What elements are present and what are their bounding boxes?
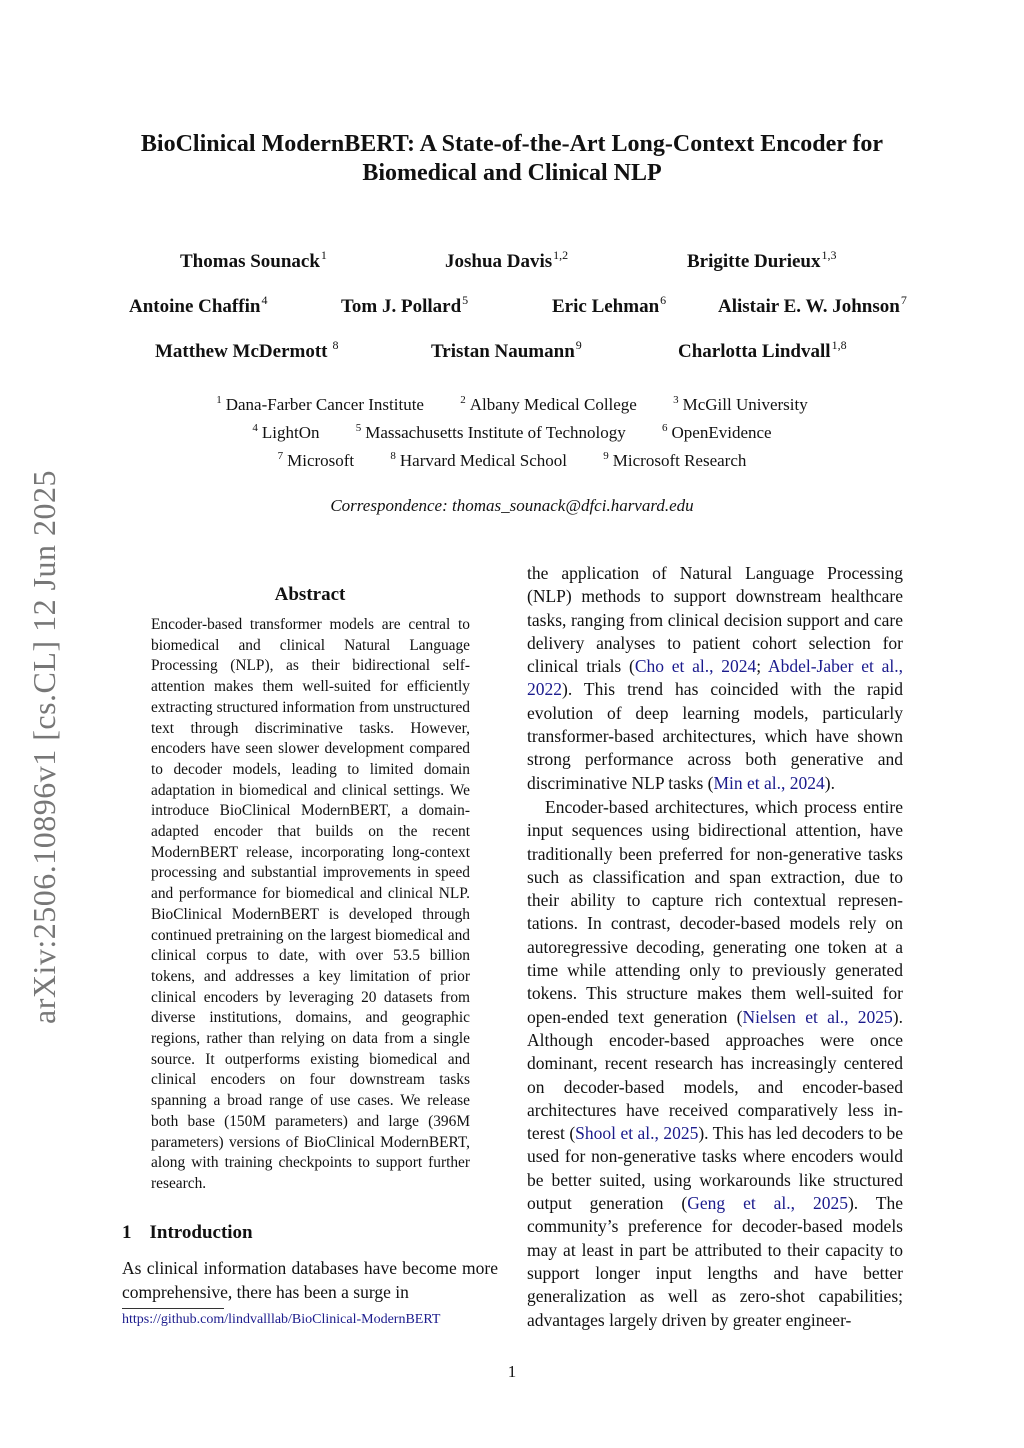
affiliation: $^8$ Harvard Medical School (390, 450, 568, 470)
author: Brigitte Durieux$^{1,3}$ (687, 248, 837, 272)
citation-link[interactable]: Geng et al., 2025 (687, 1193, 848, 1214)
citation-link[interactable]: Nielsen et al., 2025 (742, 1006, 893, 1027)
page-number: 1 (507, 1362, 517, 1381)
footnote-rule (122, 1308, 224, 1309)
author: Antoine Chaffin$^4$ (129, 293, 268, 317)
author: Tom J. Pollard$^5$ (341, 293, 469, 317)
author: Charlotta Lindvall$^{1,8}$ (678, 338, 847, 362)
affiliation-row-2 (0, 422, 1024, 443)
abstract-section (122, 584, 498, 1195)
affiliation: $^2$ Albany Medical College (460, 394, 637, 414)
title-line-1: BioClinical ModernBERT: A State-of-the-Art Long-Context Encoder for (140, 131, 884, 157)
affiliation: $^5$ Massachusetts Institute of Technology (355, 422, 626, 442)
affiliation: $^7$ Microsoft (277, 450, 355, 470)
correspondence-email[interactable]: Correspondence: thomas_sounack@dfci.harvard.edu (330, 496, 694, 515)
citation-link[interactable]: Min et al., 2024 (713, 772, 825, 793)
title-line-2: Biomedical and Clinical NLP (362, 160, 662, 186)
author: Thomas Sounack$^1$ (180, 248, 327, 272)
paper-title (100, 130, 924, 188)
affiliation: $^9$ Microsoft Research (603, 450, 747, 470)
paragraph: the application of Natural Language Processing (NLP) methods to support downstream healthcare tasks, ranging from clinical decision support and care delivery analyses to patient cohort selection for clinical trials (Cho et al., 2024; Abdel-Jaber et al., 2022). This trend has coincided with the rapid evolution of deep learning models, particularly transformer-based architectures, which have shown strong performance across both generative and discriminative NLP tasks (Min et al., 2024). (527, 563, 903, 793)
introduction-text-right (527, 562, 903, 1332)
citation-link[interactable]: Shool et al., 2025 (575, 1123, 699, 1144)
author: Matthew McDermott $^8$ (155, 338, 339, 362)
citation-link[interactable]: Cho et al., 2024 (634, 656, 757, 677)
author: Eric Lehman$^6$ (552, 293, 667, 317)
arxiv-stamp: arXiv:2506.10896v1 [cs.CL] 12 Jun 2025 (26, 469, 62, 1024)
affiliation: $^1$ Dana-Farber Cancer Institute (216, 394, 424, 414)
affiliation: $^6$ OpenEvidence (662, 422, 772, 442)
abstract-text: Encoder-based transformer models are central to biomedical and clinical Natural Language Processing (NLP), as their bidirectional self-attention makes them well-suited for efficiently extracting structured information from unstructured text through discriminative tasks. However, encoders have seen slower development compared to decoder models, leading to limited domain adaptation in biomedical and clinical settings. We introduce BioClinical ModernBERT, a domain-adapted encoder that builds on the recent ModernBERT release, incorporating long-context processing and substantial improvements in speed and performance for biomedical and clinical NLP. BioClinical ModernBERT is developed through continued pretraining on the largest biomedical and clinical corpus to date, with over 53.5 billion tokens, and addresses a key limitation of prior clinical encoders by leveraging 20 datasets from diverse institutions, domains, and geographic regions, rather than relying on data from a single source. It outperforms existing biomedical and clinical encoders on four downstream tasks spanning a broad range of use cases. We release both base (150M parameters) and large (396M parameters) versions of BioClinical ModernBERT, along with training checkpoints to support further research. (151, 616, 470, 1192)
abstract-heading: Abstract (274, 584, 346, 605)
introduction-text-left: As clinical information databases have become more comprehensive, there has been a surge in (122, 1258, 498, 1302)
footnote-github-link[interactable]: https://github.com/lindvalllab/BioClinical-ModernBERT (122, 1312, 441, 1327)
affiliation-row-1 (0, 394, 1024, 415)
paragraph: Encoder-based architectures, which process entire input sequences using bidirectional attention, have traditionally been preferred for non-generative tasks such as classification and span extraction, due to their ability to capture rich contextual representations. In contrast, decoder-based models rely on autoregressive decoding, generating one token at a time while attending only to previously generated tokens. This structure makes them well-suited for open-ended text generation (Nielsen et al., 2025). Although encoder-based approaches were once dominant, recent research has increasingly centered on decoder-based models, and encoder-based architectures have received comparatively less interest (Shool et al., 2025). This has led decoders to be used for non-generative tasks where encoders would be better suited, using workarounds like structured output generation (Geng et al., 2025). The community’s preference for decoder-based models may at least in part be attributed to their capacity to support longer input lengths and have better generalization as well as zero-shot capabilities; advantages largely driven by greater engineer- (527, 796, 903, 1330)
author: Tristan Naumann$^9$ (431, 338, 582, 362)
section-heading-introduction: 1 Introduction (122, 1222, 253, 1243)
affiliation: $^3$ McGill University (673, 394, 808, 414)
citation-link[interactable]: Abdel-Jaber et al., 2022 (527, 656, 903, 700)
affiliation: $^4$ LightOn (252, 422, 320, 442)
author: Alistair E. W. Johnson$^7$ (718, 293, 907, 317)
affiliation-row-3 (0, 450, 1024, 471)
author: Joshua Davis$^{1,2}$ (445, 248, 569, 272)
